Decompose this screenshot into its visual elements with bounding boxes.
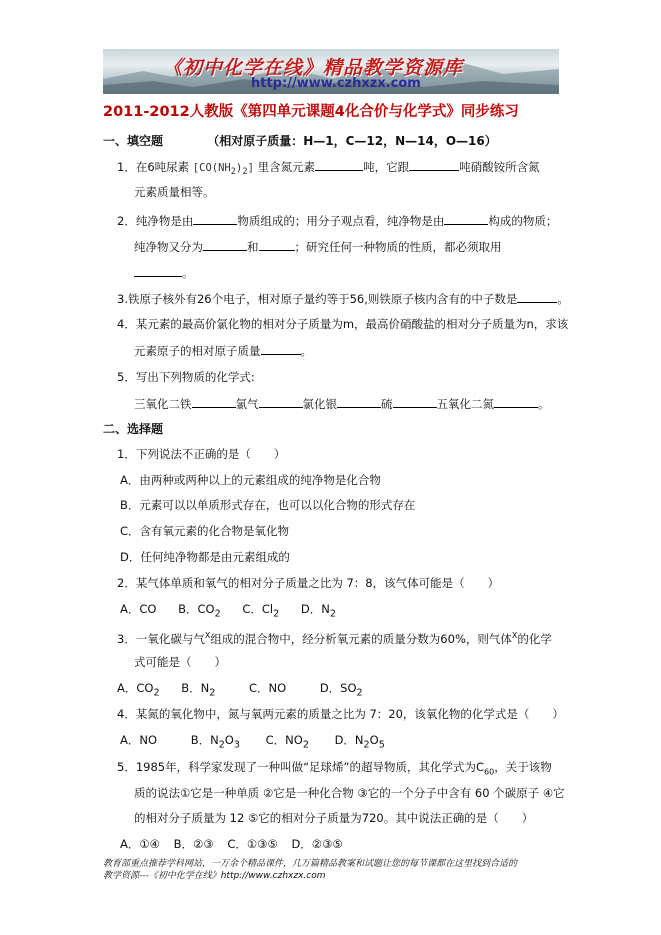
choice-option[interactable]: C．NO (248, 681, 287, 695)
q1-text-d: 吨硝酸铵所含氮 (459, 160, 540, 174)
answer-blank[interactable] (444, 212, 488, 225)
choice-question-5-line-2: 质的说法①它是一种单质 ②它是一种化合物 ③它的一个分子中含有 60 个碳原子 ④它 (134, 786, 565, 800)
choice-option[interactable]: A．①④ (120, 837, 160, 851)
section-fill-in-heading (103, 133, 497, 149)
answer-blank[interactable] (134, 264, 182, 277)
fill-question-5-line-2 (134, 395, 550, 412)
q1-text-a: 1．在6吨尿素 (117, 160, 190, 174)
q4-text-c: 。 (300, 344, 312, 358)
choice-option[interactable]: B．$CO_2$ (178, 602, 221, 620)
choice-option[interactable]: D．$SO_2$ (319, 681, 363, 699)
q1-text-c: 吨，它跟 (363, 160, 410, 174)
choice-option[interactable]: D．任何纯净物都是由元素组成的 (120, 550, 290, 564)
choice-question-4-options (120, 732, 385, 753)
section-choice-heading: 二、选择题 (103, 422, 164, 436)
answer-blank[interactable] (409, 158, 459, 171)
q5-item: 五氧化二氮 (436, 397, 494, 411)
answer-blank[interactable] (337, 395, 381, 408)
choice-option[interactable]: D．$N_2$ (300, 602, 336, 620)
choice-option[interactable]: A．NO (120, 733, 158, 747)
choice-question-2-stem: 2．某气体单质和氧气的相对分子质量之比为 7：8，该气体可能是（ ） (117, 576, 500, 590)
choice-option[interactable]: C．含有氧元素的化合物是氧化物 (120, 524, 290, 538)
choice-question-3-stem-line-1: 3．一氧化碳与气$^X$组成的混合物中，经分析氧元素的质量分数为60%，则气体$^X$的化学 (117, 631, 552, 646)
banner-url[interactable]: http://www.czhxzx.com (251, 76, 421, 91)
answer-blank[interactable] (494, 395, 538, 408)
choice-option[interactable]: B．$N_2O_3$ (190, 733, 240, 751)
choice-question-1-stem: 1．下列说法不正确的是（ ） (117, 447, 286, 461)
fill-question-1-line-1 (117, 158, 540, 180)
fill-question-4-line-2 (134, 342, 312, 359)
urea-formula: $[CO(NH_2)_2]$ (192, 162, 254, 178)
choice-question-3-options (117, 680, 363, 701)
choice-question-3-stem-line-2: 式可能是（ ） (134, 655, 226, 669)
choice-option[interactable]: B．元素可以以单质形式存在，也可以以化合物的形式存在 (120, 498, 416, 512)
answer-blank[interactable] (315, 158, 363, 171)
q5-item: 硫 (381, 397, 393, 411)
choice-question-4-stem: 4．某氮的氧化物中，氮与氧两元素的质量之比为 7：20，该氧化物的化学式是（ ） (117, 707, 564, 721)
q2-text-a: 2．纯净物是由 (117, 214, 194, 228)
section-heading-text: 一、填空题 (103, 134, 164, 148)
q1-text-b: 里含氮元素 (257, 160, 316, 174)
choice-question-5-line-1: 5．1985年，科学家发现了一种叫做“足球烯”的超导物质，其化学式为$C_{60}$，关于该物 (117, 760, 552, 777)
fill-question-4-line-1: 4．某元素的最高价氯化物的相对分子质量为m，最高价硝酸盐的相对分子质量为n，求该 (117, 317, 569, 331)
answer-blank[interactable] (261, 342, 301, 355)
answer-blank[interactable] (259, 395, 303, 408)
q5-item: 氯化银 (302, 397, 337, 411)
choice-option[interactable]: B．②③ (173, 837, 214, 851)
document-title: 2011-2012人教版《第四单元课题4化合价与化学式》同步练习 (103, 104, 519, 120)
q3-text-b: 。 (557, 292, 569, 306)
choice-question-5-options (120, 836, 343, 852)
atomic-mass-note: （相对原子质量：H—1，C—12，N—14，O—16） (207, 134, 497, 148)
q2-text-c: 构成的物质； (488, 214, 558, 228)
answer-blank[interactable] (203, 238, 247, 251)
choice-option[interactable]: A．$CO_2$ (117, 681, 160, 699)
footer-line-2[interactable]: 教学资源---《初中化学在线》http://www.czhxzx.com (103, 871, 326, 881)
answer-blank[interactable] (259, 238, 295, 251)
header-banner (103, 49, 559, 94)
q2-text-e: 和 (247, 240, 259, 254)
choice-option[interactable]: C．①③⑤ (227, 837, 278, 851)
fill-question-3 (117, 290, 569, 307)
footer-line-1: 教育部重点推荐学科网站，一万余个精品课件，几万篇精品教案和试题让您的每节课都在这里找到合适的 (103, 859, 518, 869)
q2-text-b: 物质组成的；用分子观点看，纯净物是由 (237, 214, 445, 228)
choice-option[interactable]: C．$Cl_2$ (242, 602, 280, 620)
choice-option[interactable]: D．②③⑤ (291, 837, 343, 851)
banner-title: 《初中化学在线》精品教学资源库 (163, 57, 464, 79)
choice-question-2-options (120, 601, 336, 622)
choice-option[interactable]: C．$NO_2$ (265, 733, 309, 751)
q5-end: 。 (538, 397, 550, 411)
q4-text-b: 元素原子的相对原子质量 (134, 344, 261, 358)
page-footer (103, 858, 573, 882)
q5-item: 三氧化二铁 (134, 397, 192, 411)
choice-option[interactable]: B．$N_2$ (181, 681, 216, 699)
fill-question-5-line-1: 5．写出下列物质的化学式: (117, 370, 255, 384)
fill-question-2-line-1 (117, 212, 557, 229)
fill-question-2-line-2 (134, 238, 502, 255)
answer-blank[interactable] (193, 212, 237, 225)
q2-text-g: 。 (182, 266, 194, 280)
fill-question-2-line-3 (134, 264, 194, 281)
fill-question-1-line-2: 元素质量相等。 (134, 185, 215, 199)
q2-text-f: ；研究任何一种物质的性质，都必须取用 (294, 240, 502, 254)
choice-question-5-line-3: 的相对分子质量为 12 ⑤它的相对分子质量为720。其中说法正确的是（ ） (134, 811, 534, 825)
answer-blank[interactable] (393, 395, 437, 408)
q2-text-d: 纯净物又分为 (134, 240, 203, 254)
answer-blank[interactable] (517, 290, 557, 303)
answer-blank[interactable] (192, 395, 236, 408)
choice-option[interactable]: A．由两种或两种以上的元素组成的纯净物是化合物 (120, 473, 381, 487)
q3-text-a: 3.铁原子核外有26个电子，相对原子量约等于56,则铁原子核内含有的中子数是 (117, 292, 518, 306)
choice-option[interactable]: D．$N_2O_5$ (334, 733, 385, 751)
choice-option[interactable]: A．CO (120, 602, 157, 616)
q5-item: 氯气 (235, 397, 259, 411)
